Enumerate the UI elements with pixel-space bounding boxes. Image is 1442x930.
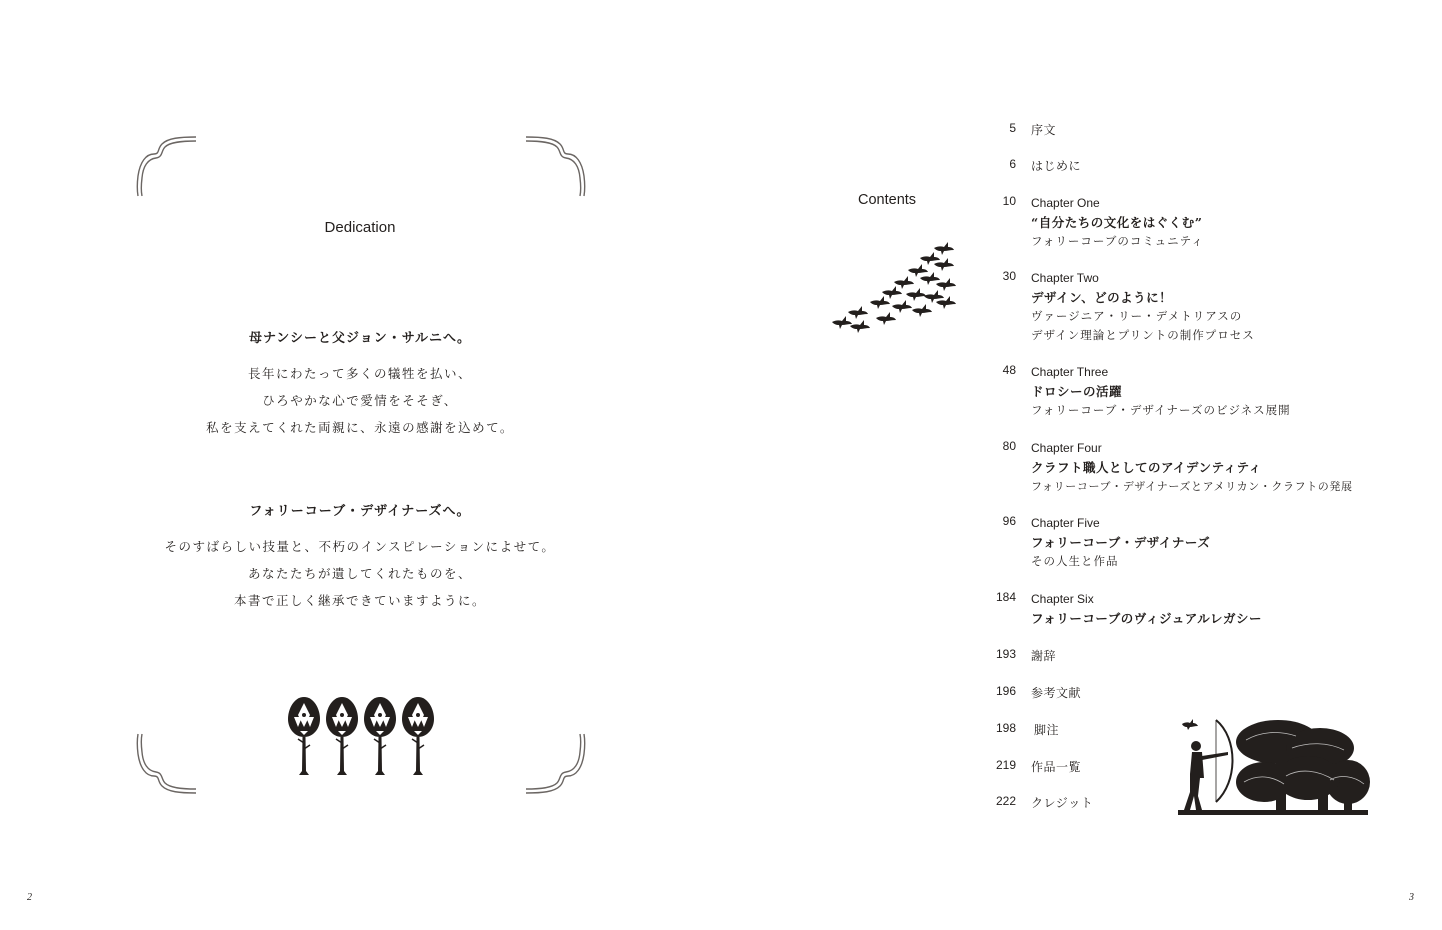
page-number-left: 2 (27, 892, 32, 903)
page-number-right: 3 (1409, 892, 1414, 903)
designers-line: あなたたちが遺してくれたものを、 (247, 566, 472, 581)
toc-chapter-title: “自分たちの文化をはぐくむ” (1031, 215, 1203, 230)
toc-page-number: 196 (995, 684, 1016, 698)
toc-page-number: 198 (995, 721, 1016, 735)
toc-chapter-subtitle: デザイン理論とプリントの制作プロセス (1031, 328, 1255, 342)
corner-flourish-top-left-icon (132, 132, 202, 202)
toc-page-number: 184 (995, 590, 1016, 604)
tree-icon (364, 697, 396, 775)
toc-chapter-title: フォリーコーブのヴィジュアルレガシー (1031, 611, 1262, 626)
parents-line: 私を支えてくれた両親に、永遠の感謝を込めて。 (206, 420, 514, 435)
tree-icon (326, 697, 358, 775)
dedication-title: Dedication (324, 219, 396, 236)
toc-label: 作品一覧 (1031, 760, 1082, 774)
toc-label: 謝辞 (1031, 649, 1057, 663)
toc-label: 脚注 (1034, 723, 1060, 737)
toc-chapter-title: フォリーコーブ・デザイナーズ (1031, 535, 1211, 550)
toc-chapter-subtitle: フォリーコーブ・デザイナーズのビジネス展開 (1031, 403, 1291, 417)
toc-chapter-subtitle: フォリーコーブのコミュニティ (1031, 234, 1204, 248)
contents-title: Contents (858, 192, 917, 208)
bird-flock-icon (826, 238, 958, 338)
parents-line: ひろやかな心で愛情をそそぎ、 (262, 393, 458, 408)
toc-chapter-subtitle: フォリーコーブ・デザイナーズとアメリカン・クラフトの発展 (1031, 480, 1353, 493)
toc-page-number: 5 (1009, 121, 1016, 135)
corner-flourish-top-right-icon (520, 132, 590, 202)
designers-dedication (100, 500, 620, 614)
toc-page-number: 193 (995, 647, 1016, 661)
toc-label: 序文 (1031, 123, 1057, 137)
archer-illustration (1168, 712, 1374, 818)
corner-flourish-bottom-left-icon (132, 728, 202, 798)
toc-page-number: 96 (1002, 514, 1016, 528)
designers-heading: フォリーコーブ・デザイナーズへ。 (249, 504, 471, 519)
toc-page-number: 222 (995, 794, 1016, 808)
toc-chapter-subtitle: その人生と作品 (1031, 554, 1119, 568)
toc-page-number: 10 (1002, 194, 1016, 208)
toc-chapter-title: ドロシーの活躍 (1031, 384, 1123, 399)
toc-chapter-label: Chapter Two (1031, 271, 1099, 285)
toc-label: クレジット (1031, 796, 1094, 810)
toc-page-number: 30 (1002, 269, 1016, 283)
toc-page-number: 80 (1002, 439, 1016, 453)
toc-label: はじめに (1031, 159, 1082, 173)
toc-chapter-subtitle: ヴァージニア・リー・デメトリアスの (1031, 309, 1243, 323)
toc-label: 参考文献 (1031, 686, 1082, 700)
toc-chapter-label: Chapter One (1031, 196, 1100, 210)
toc-page-number: 48 (1002, 363, 1016, 377)
corner-flourish-bottom-right-icon (520, 728, 590, 798)
parents-heading: 母ナンシーと父ジョン・サルニへ。 (248, 331, 472, 346)
tree-icon (288, 697, 320, 775)
toc-page-number: 6 (1009, 157, 1016, 171)
parents-dedication (100, 327, 620, 441)
tree-icon (402, 697, 434, 775)
tree-row-illustration (286, 695, 438, 777)
designers-line: 本書で正しく継承できていますように。 (233, 593, 486, 608)
parents-line: 長年にわたって多くの犠牲を払い、 (247, 366, 472, 381)
toc-chapter-label: Chapter Three (1031, 365, 1109, 379)
toc-chapter-label: Chapter Four (1031, 441, 1102, 455)
designers-line: そのすばらしい技量と、不朽のインスピレーションによせて。 (164, 539, 556, 554)
toc-chapter-label: Chapter Five (1031, 516, 1100, 530)
toc-page-number: 219 (995, 758, 1016, 772)
toc-chapter-title: クラフト職人としてのアイデンティティ (1031, 460, 1262, 475)
toc-chapter-title: デザイン、どのように！ (1031, 290, 1173, 305)
toc-chapter-label: Chapter Six (1031, 592, 1094, 606)
